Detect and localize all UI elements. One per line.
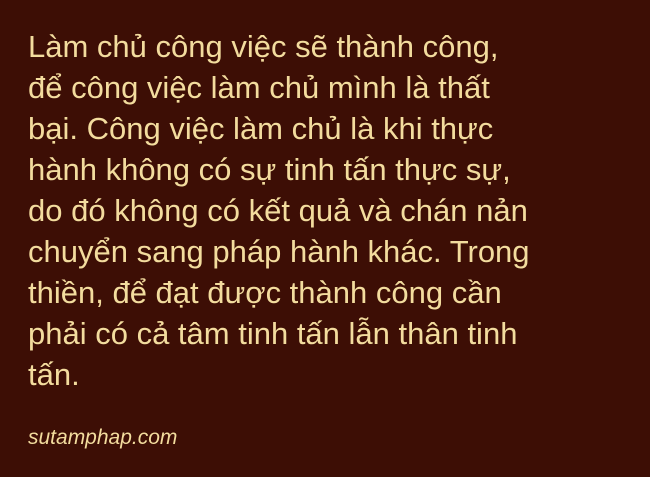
quote-line: do đó không có kết quả và chán nản — [28, 193, 528, 228]
source-site-label: sutamphap.com — [28, 426, 178, 449]
quote-line: thiền, để đạt được thành công cần — [28, 275, 502, 310]
quote-line: phải có cả tâm tinh tấn lẫn thân tinh — [28, 316, 518, 351]
quote-line: Làm chủ công việc sẽ thành công, — [28, 29, 499, 64]
quote-line: hành không có sự tinh tấn thực sự, — [28, 152, 511, 187]
quote-line: tấn. — [28, 357, 80, 392]
quote-line: bại. Công việc làm chủ là khi thực — [28, 111, 494, 146]
quote-line: chuyển sang pháp hành khác. Trong — [28, 234, 530, 269]
quote-line: để công việc làm chủ mình là thất — [28, 70, 490, 105]
quote-text — [28, 26, 628, 395]
